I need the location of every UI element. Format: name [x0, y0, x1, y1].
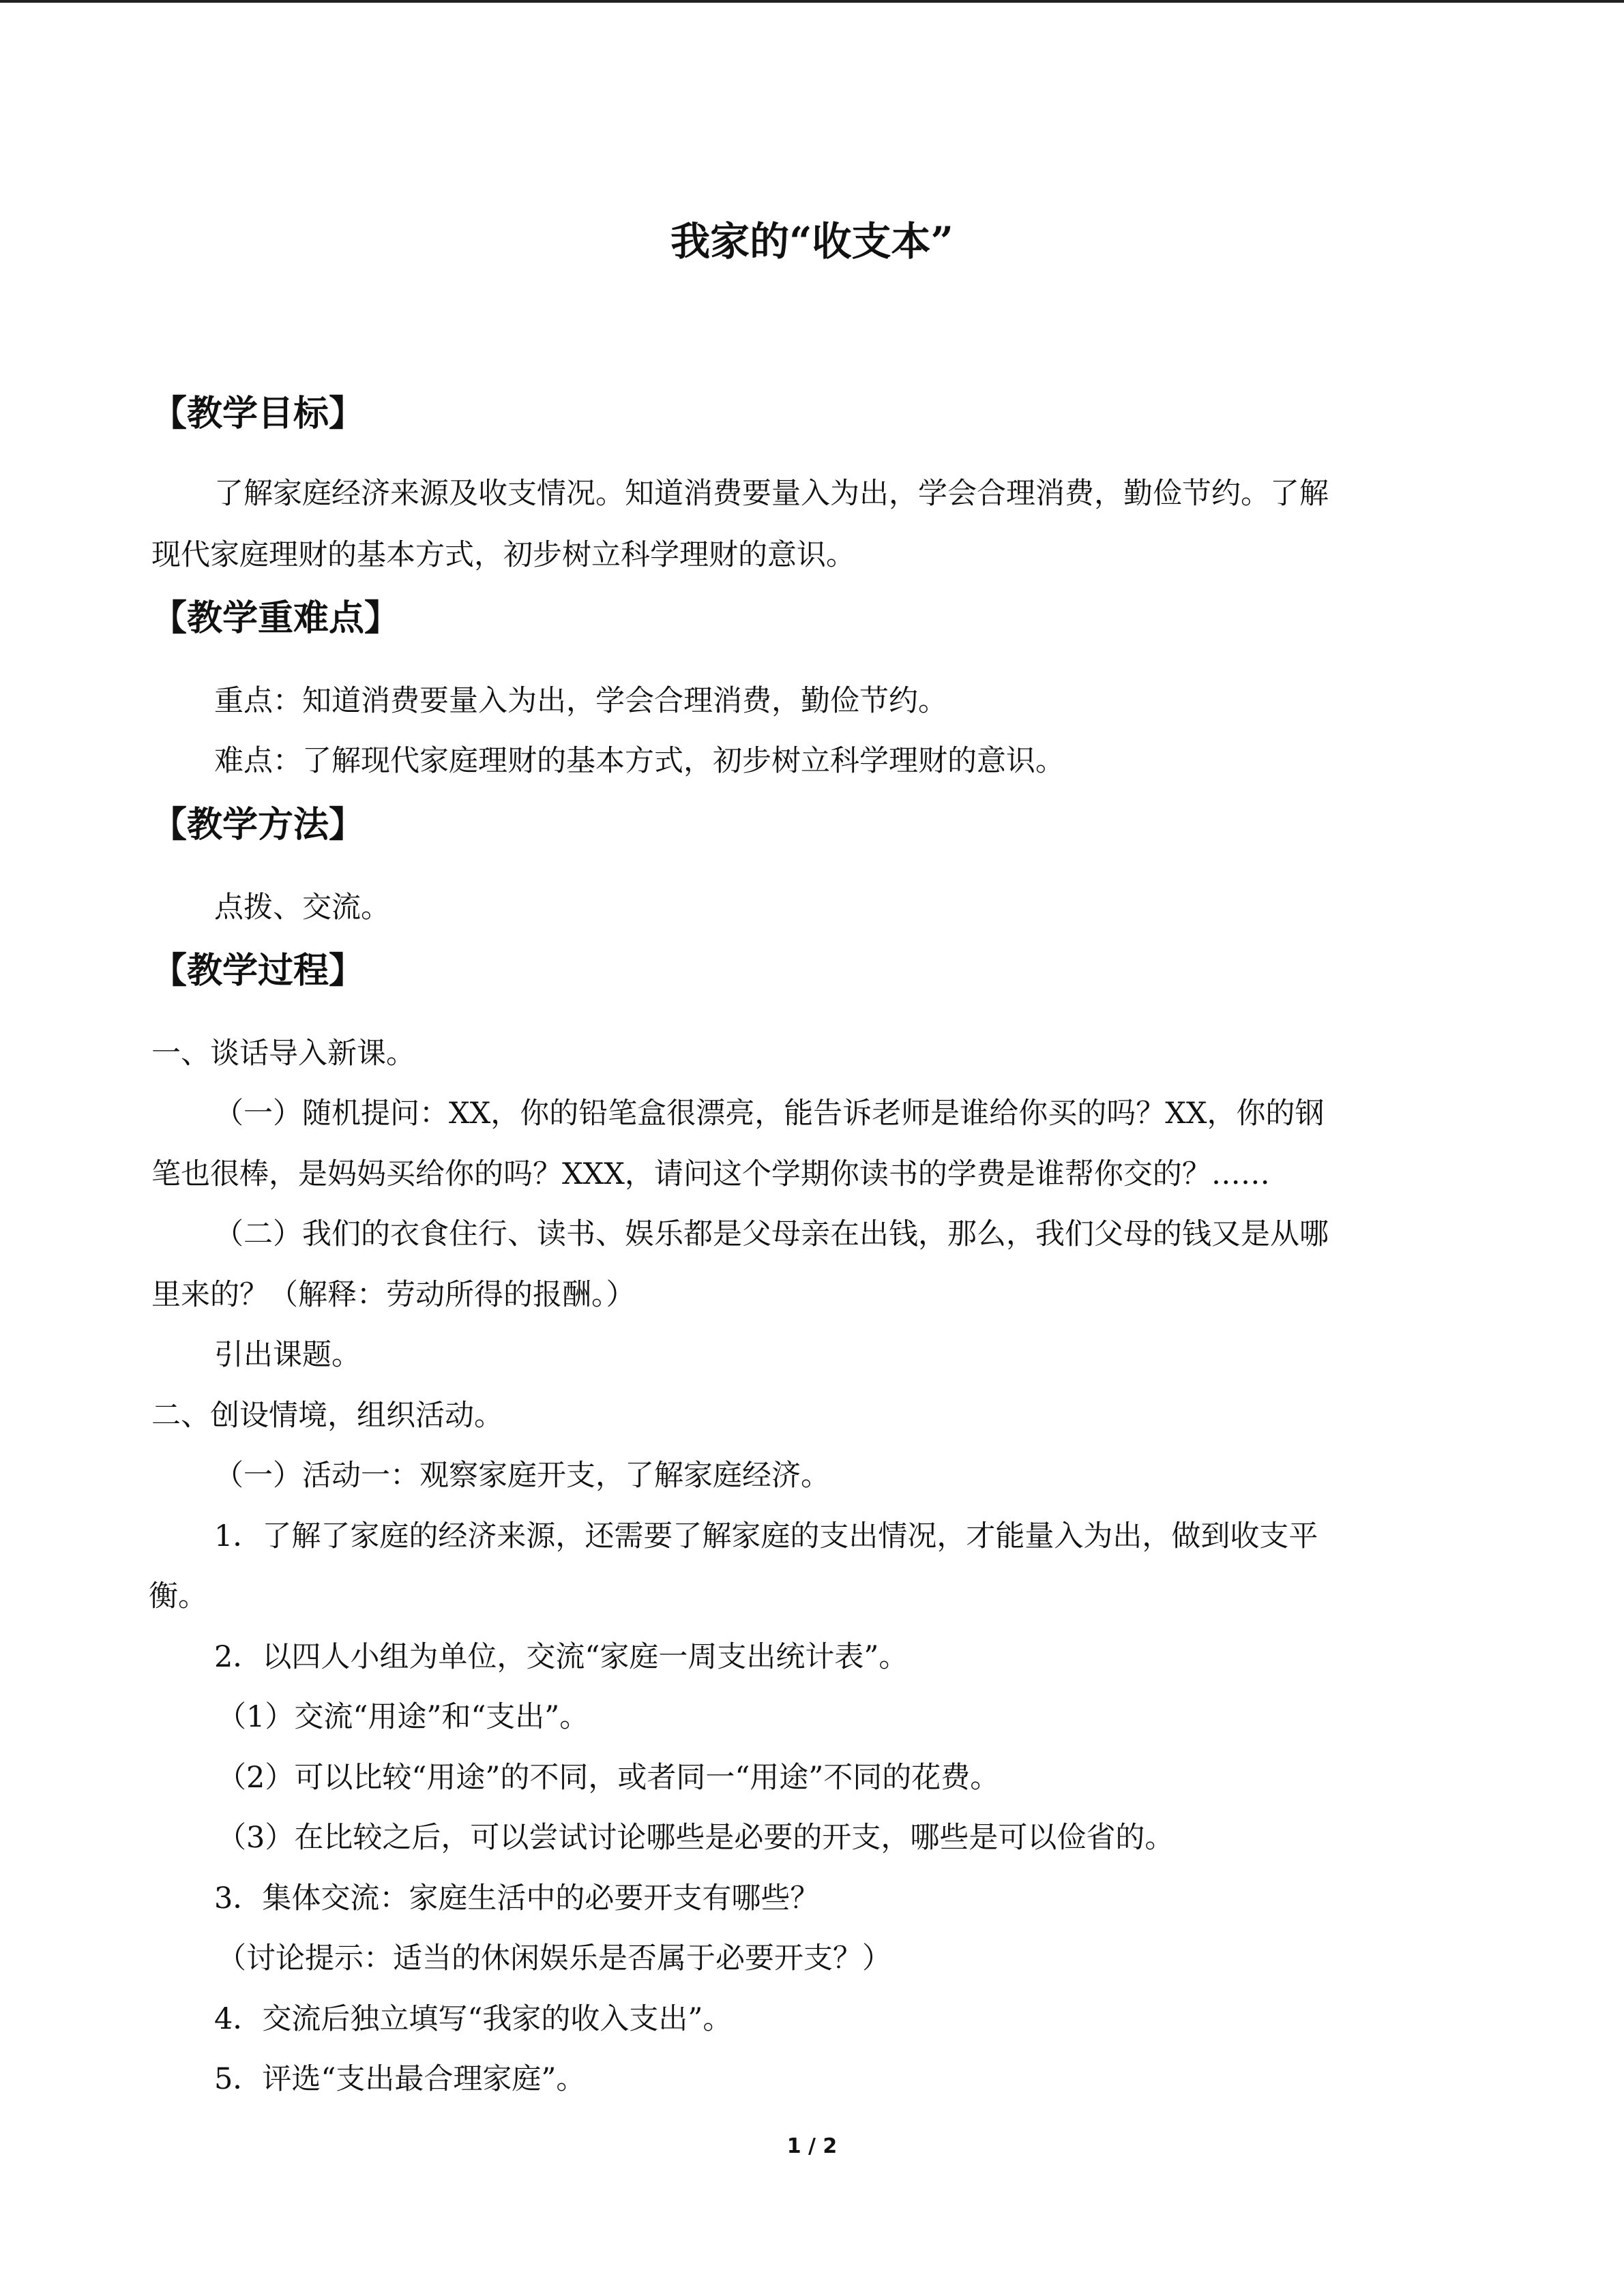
key-point-difficulty: 难点：了解现代家庭理财的基本方式，初步树立科学理财的意识。: [214, 744, 1065, 778]
objectives-line-2: 现代家庭理财的基本方式，初步树立科学理财的意识。: [151, 538, 855, 572]
part2-activity1: （一）活动一：观察家庭开支，了解家庭经济。: [214, 1459, 830, 1493]
page-number: 1 / 2: [786, 2134, 838, 2158]
objectives-line-1: 了解家庭经济来源及收支情况。知道消费要量入为出，学会合理消费，勤俭节约。了解: [214, 477, 1329, 511]
heading-methods: 【教学方法】: [151, 805, 365, 846]
part1-item1-line1: （一）随机提问：XX，你的铅笔盒很漂亮，能告诉老师是谁给你买的吗？XX，你的钢: [214, 1097, 1325, 1131]
part2-sub1: （1）交流“用途”和“支出”。: [217, 1700, 589, 1734]
key-point-focus: 重点：知道消费要量入为出，学会合理消费，勤俭节约。: [214, 684, 947, 718]
part2-step5: 5．评选“支出最合理家庭”。: [214, 2062, 586, 2096]
heading-objectives: 【教学目标】: [151, 393, 365, 434]
part1-title: 一、谈话导入新课。: [151, 1037, 415, 1071]
methods-text: 点拨、交流。: [214, 891, 390, 925]
part1-item2-line1: （二）我们的衣食住行、读书、娱乐都是父母亲在出钱，那么，我们父母的钱又是从哪: [214, 1217, 1329, 1251]
part1-conclusion: 引出课题。: [214, 1338, 361, 1372]
part2-sub2: （2）可以比较“用途”的不同，或者同一“用途”不同的花费。: [217, 1761, 1000, 1795]
part1-item1-line2: 笔也很棒，是妈妈买给你的吗？XXX，请问这个学期你读书的学费是谁帮你交的？……: [151, 1157, 1270, 1191]
document-title: 我家的“收支本”: [670, 218, 954, 265]
part2-step4: 4．交流后独立填写“我家的收入支出”。: [214, 2002, 733, 2036]
part2-step2: 2．以四人小组为单位，交流“家庭一周支出统计表”。: [214, 1640, 909, 1674]
part2-title: 二、创设情境，组织活动。: [151, 1399, 503, 1433]
part2-step1-line1: 1．了解了家庭的经济来源，还需要了解家庭的支出情况，才能量入为出，做到收支平: [214, 1519, 1318, 1553]
heading-key-points: 【教学重难点】: [151, 598, 400, 639]
part2-sub3: （3）在比较之后，可以尝试讨论哪些是必要的开支，哪些是可以俭省的。: [217, 1821, 1175, 1855]
top-border-rule: [0, 0, 1624, 3]
part2-hint: （讨论提示：适当的休闲娱乐是否属于必要开支？）: [217, 1941, 891, 1976]
part2-step3: 3．集体交流：家庭生活中的必要开支有哪些？: [214, 1881, 820, 1915]
part1-item2-line2: 里来的？（解释：劳动所得的报酬。）: [151, 1278, 636, 1312]
part2-step1-line2: 衡。: [149, 1579, 207, 1613]
heading-process: 【教学过程】: [151, 951, 365, 992]
